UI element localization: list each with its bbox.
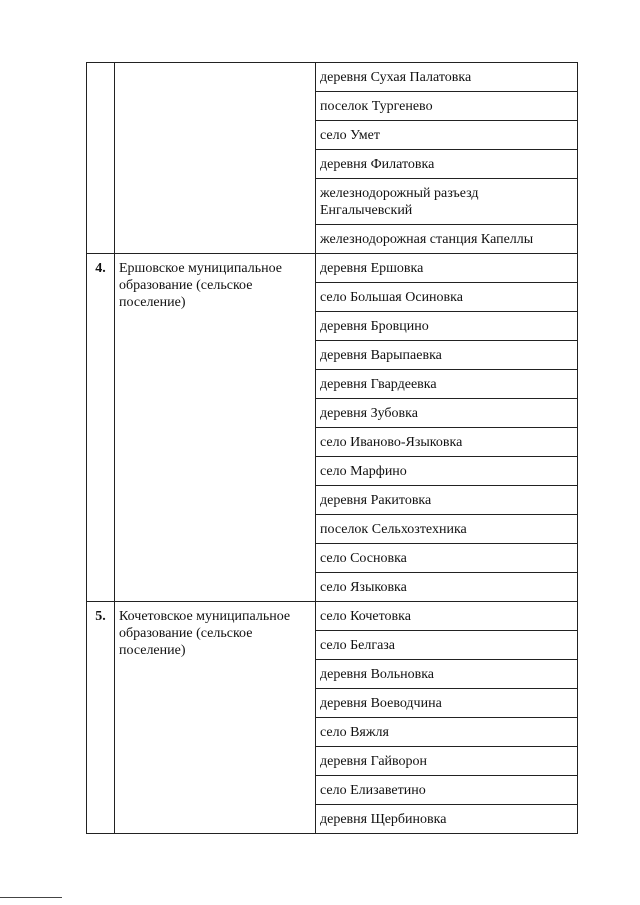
locality-name: село Языковка	[316, 573, 578, 602]
locality-name: село Сосновка	[316, 544, 578, 573]
row-number: 4.	[87, 254, 115, 602]
row-number: 5.	[87, 602, 115, 834]
locality-name: село Белгаза	[316, 631, 578, 660]
locality-name: деревня Гвардеевка	[316, 370, 578, 399]
locality-name: деревня Ракитовка	[316, 486, 578, 515]
locality-name: село Иваново-Языковка	[316, 428, 578, 457]
locality-name: деревня Воеводчина	[316, 689, 578, 718]
locality-name: деревня Филатовка	[316, 150, 578, 179]
municipality-name: Ершовское муниципальное образование (сельское поселение)	[115, 254, 316, 602]
table-row	[87, 63, 578, 92]
locality-name: село Большая Осиновка	[316, 283, 578, 312]
footnote-rule	[0, 897, 62, 898]
locality-name: село Вяжля	[316, 718, 578, 747]
locality-name: деревня Гайворон	[316, 747, 578, 776]
municipality-name: Кочетовское муниципальное образование (сельское поселение)	[115, 602, 316, 834]
locality-name: село Марфино	[316, 457, 578, 486]
locality-name: поселок Тургенево	[316, 92, 578, 121]
locality-name: поселок Сельхозтехника	[316, 515, 578, 544]
municipality-name	[115, 63, 316, 254]
locality-name: деревня Варыпаевка	[316, 341, 578, 370]
locality-name: село Кочетовка	[316, 602, 578, 631]
locality-name: деревня Вольновка	[316, 660, 578, 689]
locality-name: деревня Сухая Палатовка	[316, 63, 578, 92]
locality-name: деревня Ершовка	[316, 254, 578, 283]
settlements-table-body	[87, 63, 578, 834]
row-number	[87, 63, 115, 254]
locality-name: село Елизаветино	[316, 776, 578, 805]
locality-name: село Умет	[316, 121, 578, 150]
table-row	[87, 254, 578, 283]
settlements-table	[86, 62, 578, 834]
locality-name: деревня Бровцино	[316, 312, 578, 341]
locality-name: железнодорожный разъезд Енгалычевский	[316, 179, 578, 225]
locality-name: железнодорожная станция Капеллы	[316, 225, 578, 254]
locality-name: деревня Щербиновка	[316, 805, 578, 834]
table-row	[87, 602, 578, 631]
locality-name: деревня Зубовка	[316, 399, 578, 428]
